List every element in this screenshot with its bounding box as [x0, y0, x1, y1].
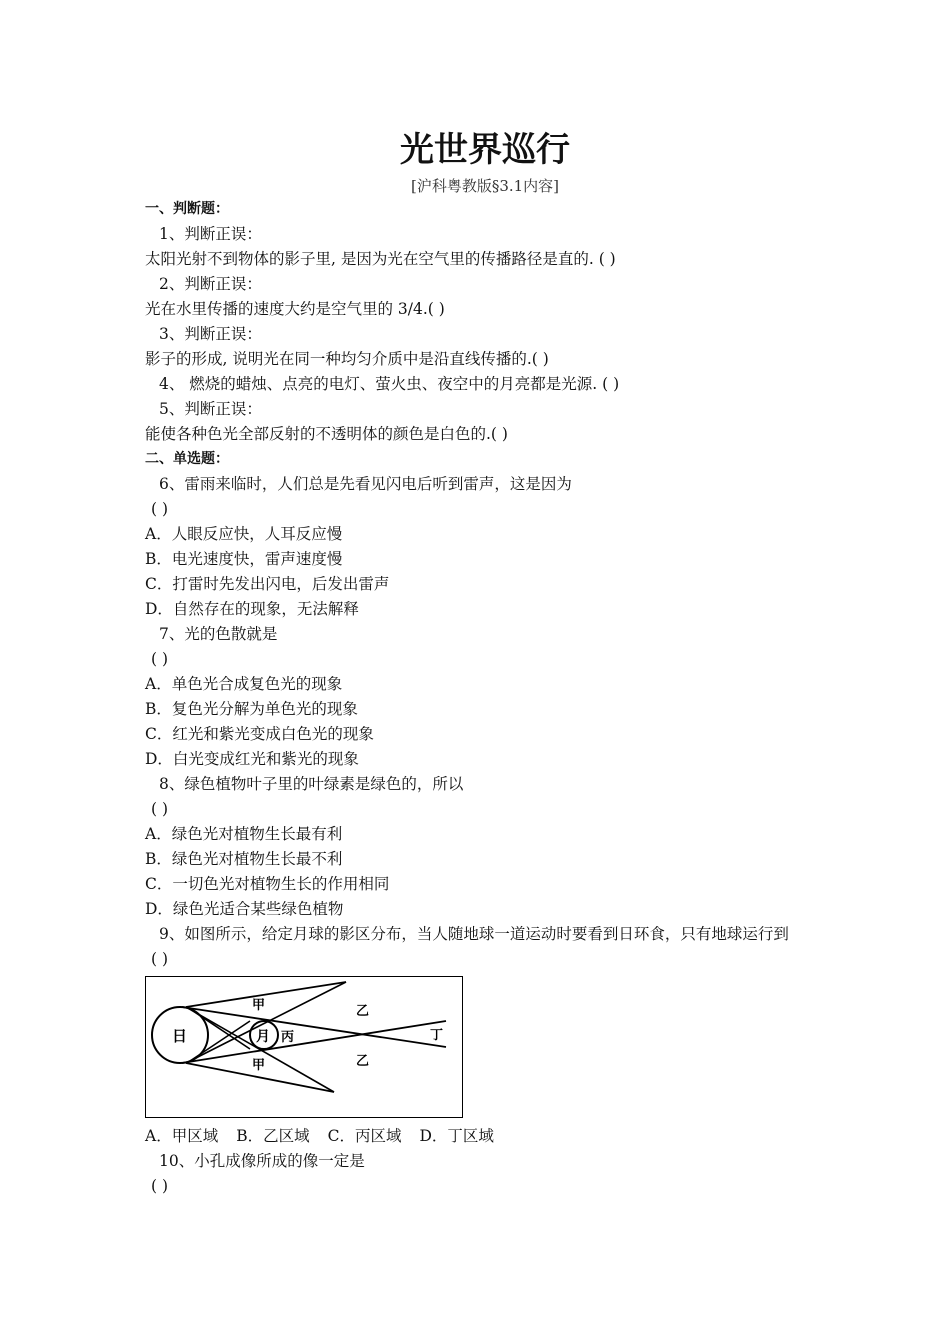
tf-prompt-2: 2、判断正误： [159, 275, 262, 293]
region-jia-top-label: 甲 [252, 998, 266, 1013]
section-heading-mc: 二、单选题： [145, 451, 229, 467]
tf-prompt-1: 1、判断正误： [159, 225, 262, 243]
mc-option-8a: A．绿色光对植物生长最有利 [145, 825, 343, 843]
mc-option-8d: D．绿色光适合某些绿色植物 [145, 900, 344, 918]
mc-option-9b: B．乙区域 [236, 1127, 310, 1145]
mc-option-6c: C．打雷时先发出闪电，后发出雷声 [145, 575, 390, 593]
tf-statement-3: 影子的形成, 说明光在同一种均匀介质中是沿直线传播的.( ) [145, 350, 549, 368]
eclipse-diagram-svg [146, 977, 462, 1117]
mc-answer-paren-8: ( ) [151, 800, 169, 818]
tf-prompt-5: 5、判断正误： [159, 400, 262, 418]
mc-question-6: 6、雷雨来临时，人们总是先看见闪电后听到雷声，这是因为 [159, 475, 572, 493]
page-subtitle: [沪科粤教版§3.1内容] [410, 177, 560, 195]
mc-answer-paren-7: ( ) [151, 650, 169, 668]
mc-question-9: 9、如图所示，给定月球的影区分布，当人随地球一道运动时要看到日环食，只有地球运行到 [159, 925, 789, 943]
mc-option-7b: B．复色光分解为单色光的现象 [145, 700, 358, 718]
region-bing-label: 丙 [281, 1030, 295, 1045]
mc-option-6b: B．电光速度快，雷声速度慢 [145, 550, 343, 568]
mc-answer-paren-9: ( ) [151, 950, 169, 968]
mc-option-8b: B．绿色光对植物生长最不利 [145, 850, 343, 868]
mc-option-9c: C．丙区域 [327, 1127, 402, 1145]
mc-question-7: 7、光的色散就是 [159, 625, 278, 643]
mc-option-6d: D．自然存在的现象，无法解释 [145, 600, 359, 618]
tf-statement-5: 能使各种色光全部反射的不透明体的颜色是白色的.( ) [145, 425, 508, 443]
region-yi-bottom-label: 乙 [356, 1054, 370, 1069]
mc-option-7c: C．红光和紫光变成白色光的现象 [145, 725, 374, 743]
region-yi-top-label: 乙 [356, 1004, 370, 1019]
mc-option-9a: A．甲区域 [145, 1127, 219, 1145]
mc-question-8: 8、绿色植物叶子里的叶绿素是绿色的，所以 [159, 775, 464, 793]
mc-option-7a: A．单色光合成复色光的现象 [145, 675, 343, 693]
mc-option-8c: C．一切色光对植物生长的作用相同 [145, 875, 390, 893]
sun-label: 日 [172, 1027, 188, 1045]
section-heading-tf: 一、判断题： [145, 201, 229, 217]
tf-prompt-3: 3、判断正误： [159, 325, 262, 343]
mc-answer-paren-6: ( ) [151, 500, 169, 518]
region-ding-label: 丁 [430, 1028, 444, 1043]
tf-statement-4: 4、 燃烧的蜡烛、点亮的电灯、萤火虫、夜空中的月亮都是光源. ( ) [159, 375, 620, 393]
mc-question-10: 10、小孔成像所成的像一定是 [159, 1152, 365, 1170]
mc-option-7d: D．白光变成红光和紫光的现象 [145, 750, 359, 768]
mc-option-9d: D．丁区域 [419, 1127, 494, 1145]
moon-label: 月 [256, 1029, 270, 1045]
document-page [145, 125, 825, 1199]
page-title: 光世界巡行 [400, 130, 570, 170]
tf-statement-2: 光在水里传播的速度大约是空气里的 3/4.( ) [145, 300, 445, 318]
region-jia-bottom-label: 甲 [252, 1058, 266, 1073]
mc-answer-paren-10: ( ) [151, 1177, 169, 1195]
tf-statement-1: 太阳光射不到物体的影子里, 是因为光在空气里的传播路径是直的. ( ) [145, 250, 616, 268]
mc-options-9 [145, 1124, 825, 1149]
mc-option-6a: A．人眼反应快，人耳反应慢 [145, 525, 343, 543]
eclipse-diagram [145, 976, 463, 1118]
